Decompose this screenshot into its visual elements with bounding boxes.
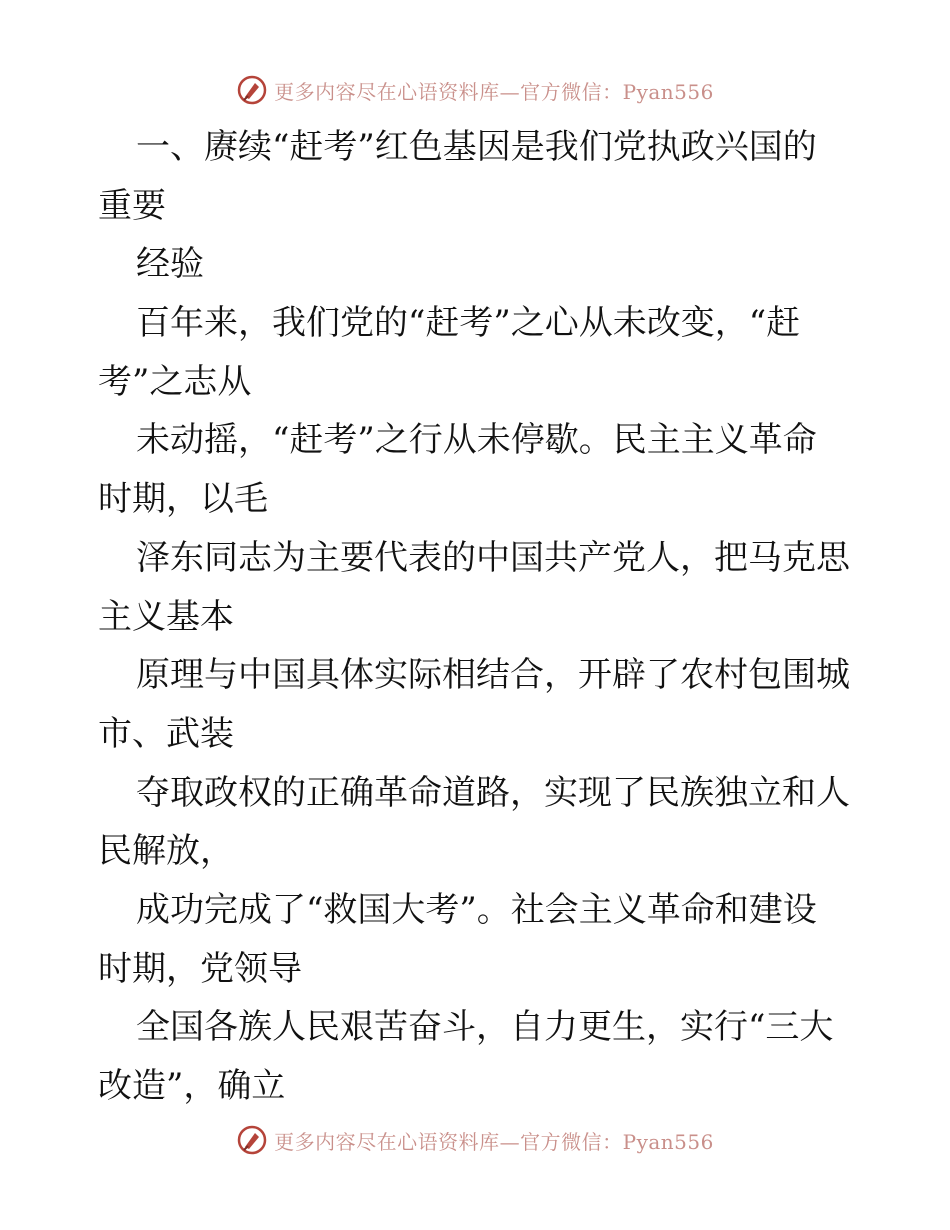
text-line: 泽东同志为主要代表的中国共产党人，把马克思: [136, 537, 850, 578]
text-line: 改造”，确立: [98, 1066, 286, 1106]
header-watermark: [0, 70, 950, 110]
text-line: 百年来，我们党的“赶考”之心从未改变，“赶: [136, 303, 801, 344]
text-line: 经验: [136, 244, 204, 285]
text-line: 重要: [98, 185, 166, 226]
text-line: 民解放，: [98, 831, 234, 872]
pen-nib-circle-icon: [236, 74, 268, 106]
document-body: [98, 118, 858, 1116]
text-line: 时期，党领导: [98, 948, 302, 989]
text-line: 夺取政权的正确革命道路，实现了民族独立和人: [136, 772, 850, 813]
text-line: 主义基本: [98, 596, 234, 637]
text-line: 考”之志从: [98, 361, 252, 402]
text-line: 市、武装: [98, 713, 234, 754]
text-line: 一、赓续“赶考”红色基因是我们党执政兴国的: [136, 127, 817, 167]
footer-watermark: [0, 1120, 950, 1160]
watermark-text: 更多内容尽在心语资料库—官方微信：Pyan556: [274, 1129, 714, 1154]
text-line: 未动摇，“赶考”之行从未停歇。民主主义革命: [136, 420, 817, 461]
watermark-text: 更多内容尽在心语资料库—官方微信：Pyan556: [274, 79, 714, 104]
text-line: 原理与中国具体实际相结合，开辟了农村包围城: [136, 655, 850, 696]
text-line: 时期，以毛: [98, 479, 268, 520]
text-line: 成功完成了“救国大考”。社会主义革命和建设: [136, 889, 817, 930]
pen-nib-circle-icon: [236, 1124, 268, 1156]
text-line: 全国各族人民艰苦奋斗，自力更生，实行“三大: [136, 1007, 834, 1048]
